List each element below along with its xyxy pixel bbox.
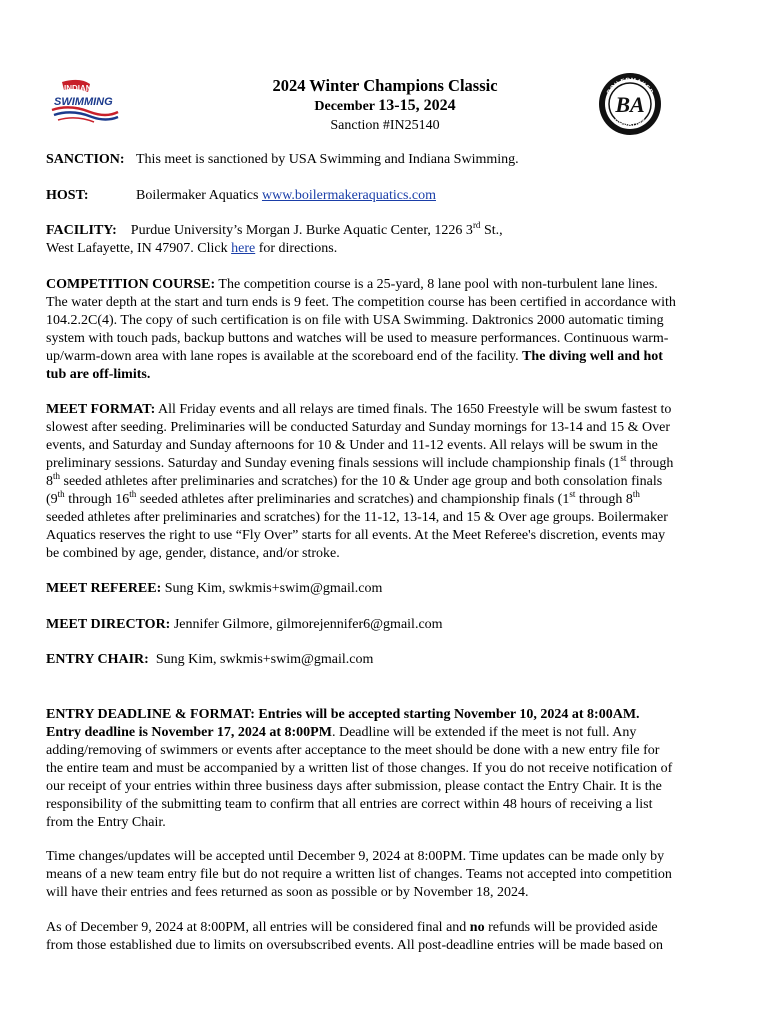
course-offlimits-2: tub are off-limits.	[46, 367, 151, 382]
final-entries-section	[46, 919, 726, 955]
entry-chair-line	[46, 651, 726, 669]
format-label: MEET FORMAT:	[46, 402, 156, 417]
meet-director-line	[46, 616, 726, 634]
final-entries-line-1b: refunds will be provided aside	[484, 920, 658, 935]
deadline-line-2-rest: . Deadline will be extended if the meet is not full. Any	[331, 725, 637, 740]
referee-text: Sung Kim, swkmis+swim@gmail.com	[161, 581, 383, 596]
format-line-5b: seeded athletes after preliminaries and scratches) for the 10 & Under age group and both consolation finals	[60, 474, 663, 489]
sanction-section	[46, 151, 726, 169]
final-entries-line-2: from those established due to limits on oversubscribed events. All post-deadline entries will be made based on	[46, 938, 664, 953]
director-label: MEET DIRECTOR:	[46, 617, 171, 632]
format-line-4-sup: st	[620, 453, 627, 463]
logo-right-initials: BA	[615, 92, 645, 117]
format-line-6-sup3: st	[569, 489, 576, 499]
deadline-bold-1: ENTRY DEADLINE & FORMAT: Entries will be accepted starting November 10, 2024 at 8:00AM.	[46, 707, 640, 722]
facility-sup: rd	[472, 220, 481, 230]
meet-referee-line	[46, 580, 726, 598]
format-line-6a: (9	[46, 492, 58, 507]
course-line-3: 104.2.2C(4). The copy of such certification is on file with USA Swimming. Daktronics 2000 automatic timing	[46, 313, 664, 328]
course-line-4: system with touch pads, backup buttons and watches will be used to measure performances. Continuous warm-	[46, 331, 669, 346]
final-entries-line-1a: As of December 9, 2024 at 8:00PM, all entries will be considered final and	[46, 920, 470, 935]
directions-link[interactable]: here	[231, 241, 256, 256]
format-line-6d: through 8	[575, 492, 633, 507]
format-line-5-sup: th	[53, 471, 61, 481]
time-changes-line-2: means of a new team entry file but do not require a written list of changes. Teams not accepted into competition	[46, 867, 672, 882]
format-line-5a: 8	[46, 474, 53, 489]
time-changes-line-3: will have their entries and fees returned as soon as possible or by November 18, 2024.	[46, 885, 529, 900]
referee-label: MEET REFEREE:	[46, 581, 162, 596]
format-line-4b: through	[626, 456, 674, 471]
deadline-line-7: from the Entry Chair.	[46, 815, 166, 830]
format-line-9: be combined by age, gender, distance, and/or stroke.	[46, 546, 340, 561]
competition-course-section	[46, 276, 726, 384]
entry-chair-text: Sung Kim, swkmis+swim@gmail.com	[148, 652, 374, 667]
format-line-4a: preliminary sessions. Saturday and Sunday evening finals sessions will include championship finals (1	[46, 456, 621, 471]
host-label: HOST:	[46, 188, 89, 203]
host-section	[46, 187, 726, 205]
director-text: Jennifer Gilmore, gilmorejennifer6@gmail.com	[170, 617, 443, 632]
format-line-6b: through 16	[64, 492, 130, 507]
entry-chair-label: ENTRY CHAIR:	[46, 652, 149, 667]
course-line-5: up/warm-down area with lane ropes is available at the scoreboard end of the facility.	[46, 349, 523, 364]
deadline-line-6: responsibility of the submitting team to confirm that all entries are correct within 48 hours of receiving a list	[46, 797, 653, 812]
facility-line2-pre: West Lafayette, IN 47907. Click	[46, 241, 232, 256]
format-line-7: seeded athletes after preliminaries and scratches) for the 11-12, 13-14, and 15 & Over age groups. Boilermaker	[46, 510, 668, 525]
meet-format-section	[46, 401, 726, 563]
time-changes-line-1: Time changes/updates will be accepted until December 9, 2024 at 8:00PM. Time updates can be made only by	[46, 849, 665, 864]
facility-text-1: Purdue University’s Morgan J. Burke Aquatic Center, 1226 3	[130, 223, 473, 238]
dates-prefix: December	[314, 99, 379, 114]
course-line-1: The competition course is a 25-yard, 8 lane pool with non-turbulent lane lines.	[215, 277, 658, 292]
format-line-1: All Friday events and all relays are timed finals. The 1650 Freestyle will be swum fastest to	[155, 402, 672, 417]
deadline-line-3: adding/removing of swimmers or events after acceptance to the meet should be done with a new entry file for	[46, 743, 660, 758]
time-changes-section	[46, 848, 726, 902]
facility-text-2: St.,	[480, 223, 503, 238]
logo-left-text-1: INDIANA	[64, 84, 98, 93]
course-line-2: The water depth at the start and turn ends is 9 feet. The competition course has been certified in accordance with	[46, 295, 676, 310]
deadline-bold-2: Entry deadline is November 17, 2024 at 8:00PM	[46, 725, 332, 740]
course-label: COMPETITION COURSE:	[46, 277, 216, 292]
format-line-6-sup1: th	[57, 489, 65, 499]
meet-dates	[0, 97, 770, 115]
final-entries-no: no	[469, 920, 485, 935]
format-line-6-sup2: th	[129, 489, 137, 499]
deadline-line-5: our receipt of your entries within three business days after submission, please contact the Entry Chair. It is the	[46, 779, 662, 794]
format-line-3: events, and Saturday and Sunday afternoons for 10 & Under and 11-12 events. All relays will be swum in the	[46, 438, 658, 453]
logo-left-text-2: SWIMMING	[54, 96, 113, 108]
meet-title: 2024 Winter Champions Classic	[272, 76, 498, 95]
format-line-6-sup4: th	[632, 489, 640, 499]
logo-right-ring-top: BOILERMAKER	[605, 76, 655, 96]
deadline-line-4: the entire team and must be accompanied by a written list of those changes. If you do not receive notification of	[46, 761, 673, 776]
facility-line2-post: for directions.	[255, 241, 338, 256]
dates-main: 13-15, 2024	[378, 97, 456, 114]
logo-right-ring-bottom: AQUATICS	[613, 115, 647, 129]
host-website-link[interactable]: www.boilermakeraquatics.com	[261, 188, 436, 203]
sanction-label: SANCTION:	[46, 152, 125, 167]
course-offlimits-1: The diving well and hot	[522, 349, 663, 364]
format-line-8: Aquatics reserves the right to use “Fly Over” starts for all events. At the Meet Referee's discretion, events may	[46, 528, 666, 543]
format-line-2: slowest after seeding. Preliminaries will be conducted Saturday and Sunday mornings for 13-14 and 15 & Over	[46, 420, 671, 435]
sanction-text: This meet is sanctioned by USA Swimming and Indiana Swimming.	[136, 152, 519, 167]
entry-deadline-section	[46, 706, 726, 832]
facility-label: FACILITY:	[46, 223, 117, 238]
format-line-6c: seeded athletes after preliminaries and scratches) and championship finals (1	[136, 492, 570, 507]
facility-section	[46, 222, 726, 258]
sanction-number: Sanction #IN25140	[330, 118, 440, 133]
host-text: Boilermaker Aquatics	[136, 188, 262, 203]
